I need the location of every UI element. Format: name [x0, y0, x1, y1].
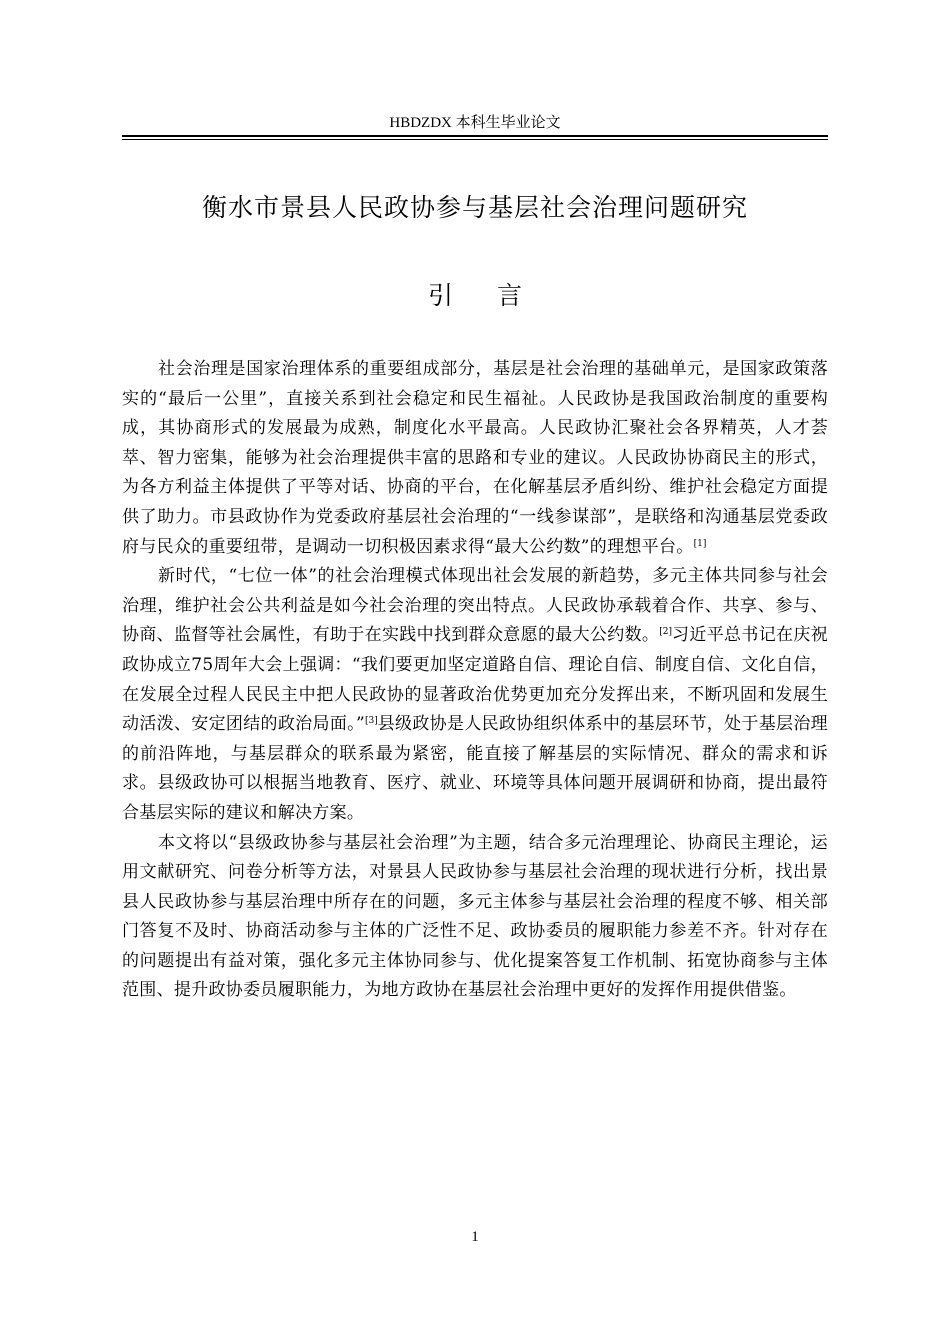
- paragraph-3-text: 本文将以“县级政协参与基层社会治理”为主题，结合多元治理理论、协商民主理论，运用文献研究、问卷分析等方法，对景县人民政协参与基层社会治理的现状进行分析，找出景县人民政协参与基层治理中所存在的问题，多元主体参与基层社会治理的程度不够、相关部门答复不及时、协商活动参与主体的广泛性不足、政协委员的履职能力参差不齐。针对存在的问题提出有益对策，强化多元主体协同参与、优化提案答复工作机制、拓宽协商参与主体范围、提升政协委员履职能力，为地方政协在基层社会治理中更好的发挥作用提供借鉴。: [122, 832, 828, 1001]
- section-heading: [122, 277, 828, 315]
- citation-ref-2: [2]: [659, 627, 673, 638]
- header-rule-thick: [122, 135, 828, 137]
- paragraph-2-text-c: 县级政协是人民政协组织体系中的基层环节，处于基层治理的前沿阵地，与基层群众的联系最为紧密，能直接了解基层的实际情况、群众的需求和诉求。县级政协可以根据当地教育、医疗、就业、环境等具体问题开展调研和协商，提出最符合基层实际的建议和解决方案。: [122, 714, 828, 823]
- paragraph-2: [122, 562, 828, 828]
- section-heading-char-2: 言: [497, 281, 523, 310]
- page-number: 1: [471, 1229, 479, 1245]
- paragraph-2-text-a: 新时代，“七位一体”的社会治理模式体现出社会发展的新趋势，多元主体共同参与社会治理，维护社会公共利益是如今社会治理的突出特点。人民政协承载着合作、共享、参与、协商、监督等社会属性，有助于在实践中找到群众意愿的最大公约数。: [122, 566, 828, 646]
- paragraph-1: [122, 355, 828, 562]
- paragraph-2-text-b: 习近平总书记在庆祝政协成立75周年大会上强调：“我们要更加坚定道路自信、理论自信、制度自信、文化自信，在发展全过程人民民主中把人民政协的显著政治优势更加充分发挥出来，不断巩固和发展生动活泼、安定团结的政治局面。”: [122, 625, 828, 735]
- running-header: HBDZDX 本科生毕业论文: [389, 115, 561, 131]
- citation-ref-1: [1]: [693, 538, 707, 549]
- paper-title: 衡水市景县人民政协参与基层社会治理问题研究: [201, 193, 748, 222]
- citation-ref-3: [3]: [364, 716, 378, 727]
- paragraph-3: [122, 829, 828, 1007]
- header-rule-thin: [122, 139, 828, 140]
- paragraph-1-text: 社会治理是国家治理体系的重要组成部分，基层是社会治理的基础单元，是国家政策落实的“最后一公里”，直接关系到社会稳定和民生福祉。人民政协是我国政治制度的重要构成，其协商形式的发展最为成熟，制度化水平最高。人民政协汇聚社会各界精英，人才荟萃、智力密集，能够为社会治理提供丰富的思路和专业的建议。人民政协协商民主的形式，为各方利益主体提供了平等对话、协商的平台，在化解基层矛盾纠纷、维护社会稳定方面提供了助力。市县政协作为党委政府基层社会治理的“一线参谋部”，是联络和沟通基层党委政府与民众的重要纽带，是调动一切积极因素求得“最大公约数”的理想平台。: [122, 359, 828, 557]
- body-text: [122, 355, 828, 1006]
- section-heading-char-1: 引: [427, 281, 453, 310]
